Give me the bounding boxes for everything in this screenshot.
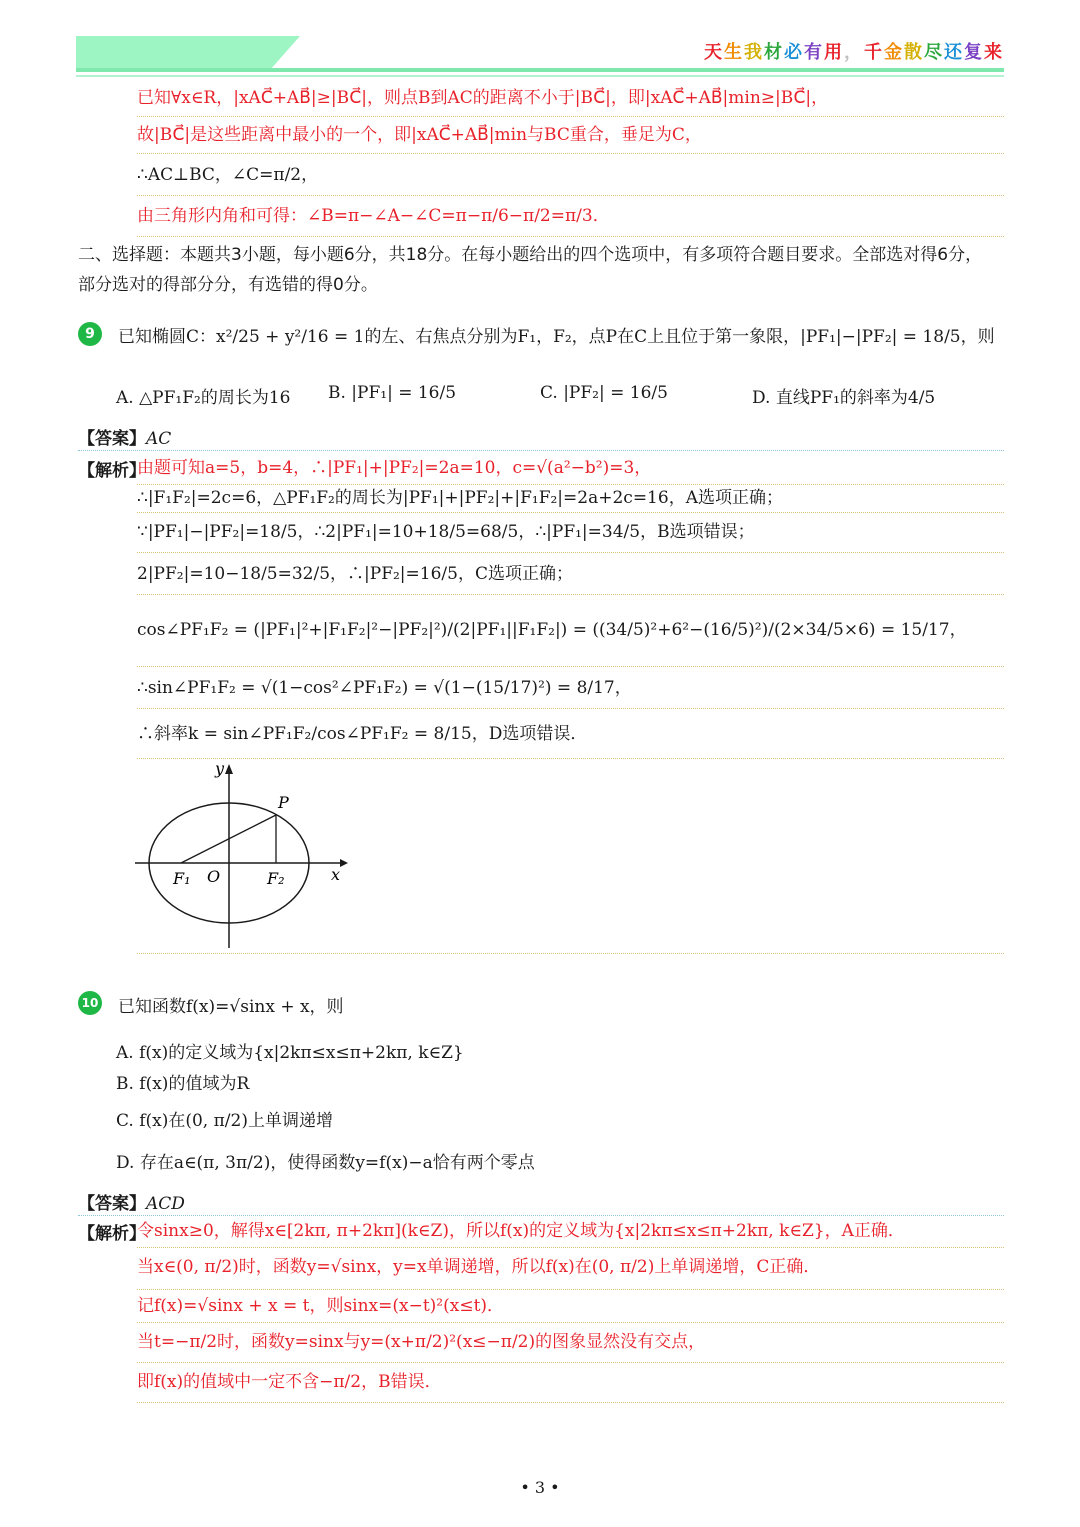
q10-analysis-line-5: 即f(x)的值域中一定不含−π/2，B错误． xyxy=(137,1370,1004,1403)
ellipse-figure xyxy=(135,760,350,955)
q10-analysis-line-1: 令sinx≥0，解得x∈[2kπ, π+2kπ](k∈Z)，所以f(x)的定义域为{x|2kπ≤x≤π+2kπ, k∈Z}，A正确． xyxy=(137,1219,1004,1248)
q10-analysis-line-3: 记f(x)=√sinx + x = t，则sinx=(x−t)²(x≤t)． xyxy=(137,1294,1004,1323)
question-9-option-b: B. |PF₁| = 16/5 xyxy=(328,383,457,403)
answer-value: ACD xyxy=(146,1194,185,1214)
answer-label: 【答案】AC xyxy=(78,429,172,449)
analysis-label: 【解析】 xyxy=(78,1224,146,1244)
question-9-stem: 已知椭圆C：x²/25 + y²/16 = 1的左、右焦点分别为F₁，F₂，点P在C上且位于第一象限，|PF₁|−|PF₂| = 18/5，则 xyxy=(118,327,995,347)
question-10-stem: 已知函数f(x)=√sinx + x，则 xyxy=(118,997,344,1017)
question-9-option-d: D. 直线PF₁的斜率为4/5 xyxy=(752,388,936,408)
q9-analysis-line-4: 2|PF₂|=10−18/5=32/5，∴|PF₂|=16/5，C选项正确； xyxy=(137,562,1004,595)
question-9-option-a: A. △PF₁F₂的周长为16 xyxy=(116,388,291,408)
header-tab-slant xyxy=(270,36,300,70)
x-axis-label: x xyxy=(331,865,341,884)
point-f2-label: F₂ xyxy=(267,869,285,888)
slogan-char: 金 xyxy=(884,42,904,63)
y-axis-arrow xyxy=(225,764,233,774)
question-number-badge: 9 xyxy=(78,322,102,346)
point-f1-label: F₁ xyxy=(173,869,191,888)
page-number: • 3 • xyxy=(520,1478,560,1497)
q9-analysis-line-1: 由题可知a=5，b=4，∴|PF₁|+|PF₂|=2a=10，c=√(a²−b²)=3， xyxy=(137,456,1004,485)
section-2-instructions: 二、选择题：本题共3小题，每小题6分，共18分。在每小题给出的四个选项中，有多项符合题目要求。全部选对得6分，部分选对的得部分分，有选错的得0分。 xyxy=(78,245,983,295)
header-slogan xyxy=(704,38,1004,64)
slogan-char: 来 xyxy=(984,42,1004,63)
analysis-label: 【解析】 xyxy=(78,461,146,481)
prev-solution-line-2: 故|BC⃗|是这些距离中最小的一个，即|xAC⃗+AB⃗|min与BC重合，垂足为C， xyxy=(137,123,1004,154)
point-p-label: P xyxy=(278,793,289,812)
y-axis-label: y xyxy=(215,760,225,778)
q9-analysis-line-3: ∵|PF₁|−|PF₂|=18/5，∴2|PF₁|=10+18/5=68/5，∴|PF₁|=34/5，B选项错误； xyxy=(137,520,1004,553)
prev-solution-line-4: 由三角形内角和可得：∠B=π−∠A−∠C=π−π/6−π/2=π/3． xyxy=(137,204,1004,237)
slogan-char: 复 xyxy=(964,42,984,63)
slogan-char: 天 xyxy=(704,42,724,63)
header-tab xyxy=(76,36,271,70)
question-number-badge: 10 xyxy=(78,991,102,1015)
slogan-char: 用 xyxy=(824,42,844,63)
divider xyxy=(78,1215,1004,1216)
question-10-option-b: B. f(x)的值域为R xyxy=(116,1074,250,1094)
header-rule-thin xyxy=(76,75,1004,77)
question-10-option-c: C. f(x)在(0, π/2)上单调递增 xyxy=(116,1111,333,1131)
slogan-char: 材 xyxy=(764,42,784,63)
x-axis-arrow xyxy=(340,859,348,867)
q10-analysis-line-4: 当t=−π/2时，函数y=sinx与y=(x+π/2)²(x≤−π/2)的图象显然没有交点， xyxy=(137,1330,1004,1363)
slogan-char: 散 xyxy=(904,42,924,63)
slogan-char: 我 xyxy=(744,42,764,63)
slogan-char: 必 xyxy=(784,42,804,63)
question-10-option-a: A. f(x)的定义域为{x|2kπ≤x≤π+2kπ, k∈Z} xyxy=(116,1043,464,1063)
prev-solution-line-3: ∴AC⊥BC，∠C=π/2， xyxy=(137,163,1004,196)
slogan-char: 生 xyxy=(724,42,744,63)
slogan-char: 千 xyxy=(864,42,884,63)
q9-analysis-line-7: ∴斜率k = sin∠PF₁F₂/cos∠PF₁F₂ = 8/15，D选项错误． xyxy=(137,722,1004,759)
slogan-char: ， xyxy=(844,42,864,63)
q10-analysis-line-2: 当x∈(0, π/2)时，函数y=√sinx，y=x单调递增，所以f(x)在(0, π/2)上单调递增，C正确． xyxy=(137,1255,1004,1290)
answer-value: AC xyxy=(146,429,172,449)
divider xyxy=(78,450,1004,451)
question-9-option-c: C. |PF₂| = 16/5 xyxy=(540,383,668,403)
q9-analysis-line-2: ∴|F₁F₂|=2c=6，△PF₁F₂的周长为|PF₁|+|PF₂|+|F₁F₂|=2a+2c=16，A选项正确； xyxy=(137,486,1004,513)
question-10-option-d: D. 存在a∈(π, 3π/2)，使得函数y=f(x)−a恰有两个零点 xyxy=(116,1153,535,1173)
slogan-char: 尽 xyxy=(924,42,944,63)
q9-analysis-line-5: cos∠PF₁F₂ = (|PF₁|²+|F₁F₂|²−|PF₂|²)/(2|PF₁||F₁F₂|) = ((34/5)²+6²−(16/5)²)/(2×34/5×6) = 15/17， xyxy=(137,618,1004,667)
answer-label: 【答案】ACD xyxy=(78,1194,185,1214)
slogan-char: 还 xyxy=(944,42,964,63)
q9-analysis-line-6: ∴sin∠PF₁F₂ = √(1−cos²∠PF₁F₂) = √(1−(15/17)²) = 8/17， xyxy=(137,676,1004,709)
slogan-char: 有 xyxy=(804,42,824,63)
prev-solution-line-1: 已知∀x∈R，|xAC⃗+AB⃗|≥|BC⃗|，则点B到AC的距离不小于|BC⃗|，即|xAC⃗+AB⃗|min≥|BC⃗|， xyxy=(137,86,1004,117)
divider xyxy=(137,953,1004,954)
header-rule xyxy=(76,68,1004,72)
origin-label: O xyxy=(207,867,221,886)
